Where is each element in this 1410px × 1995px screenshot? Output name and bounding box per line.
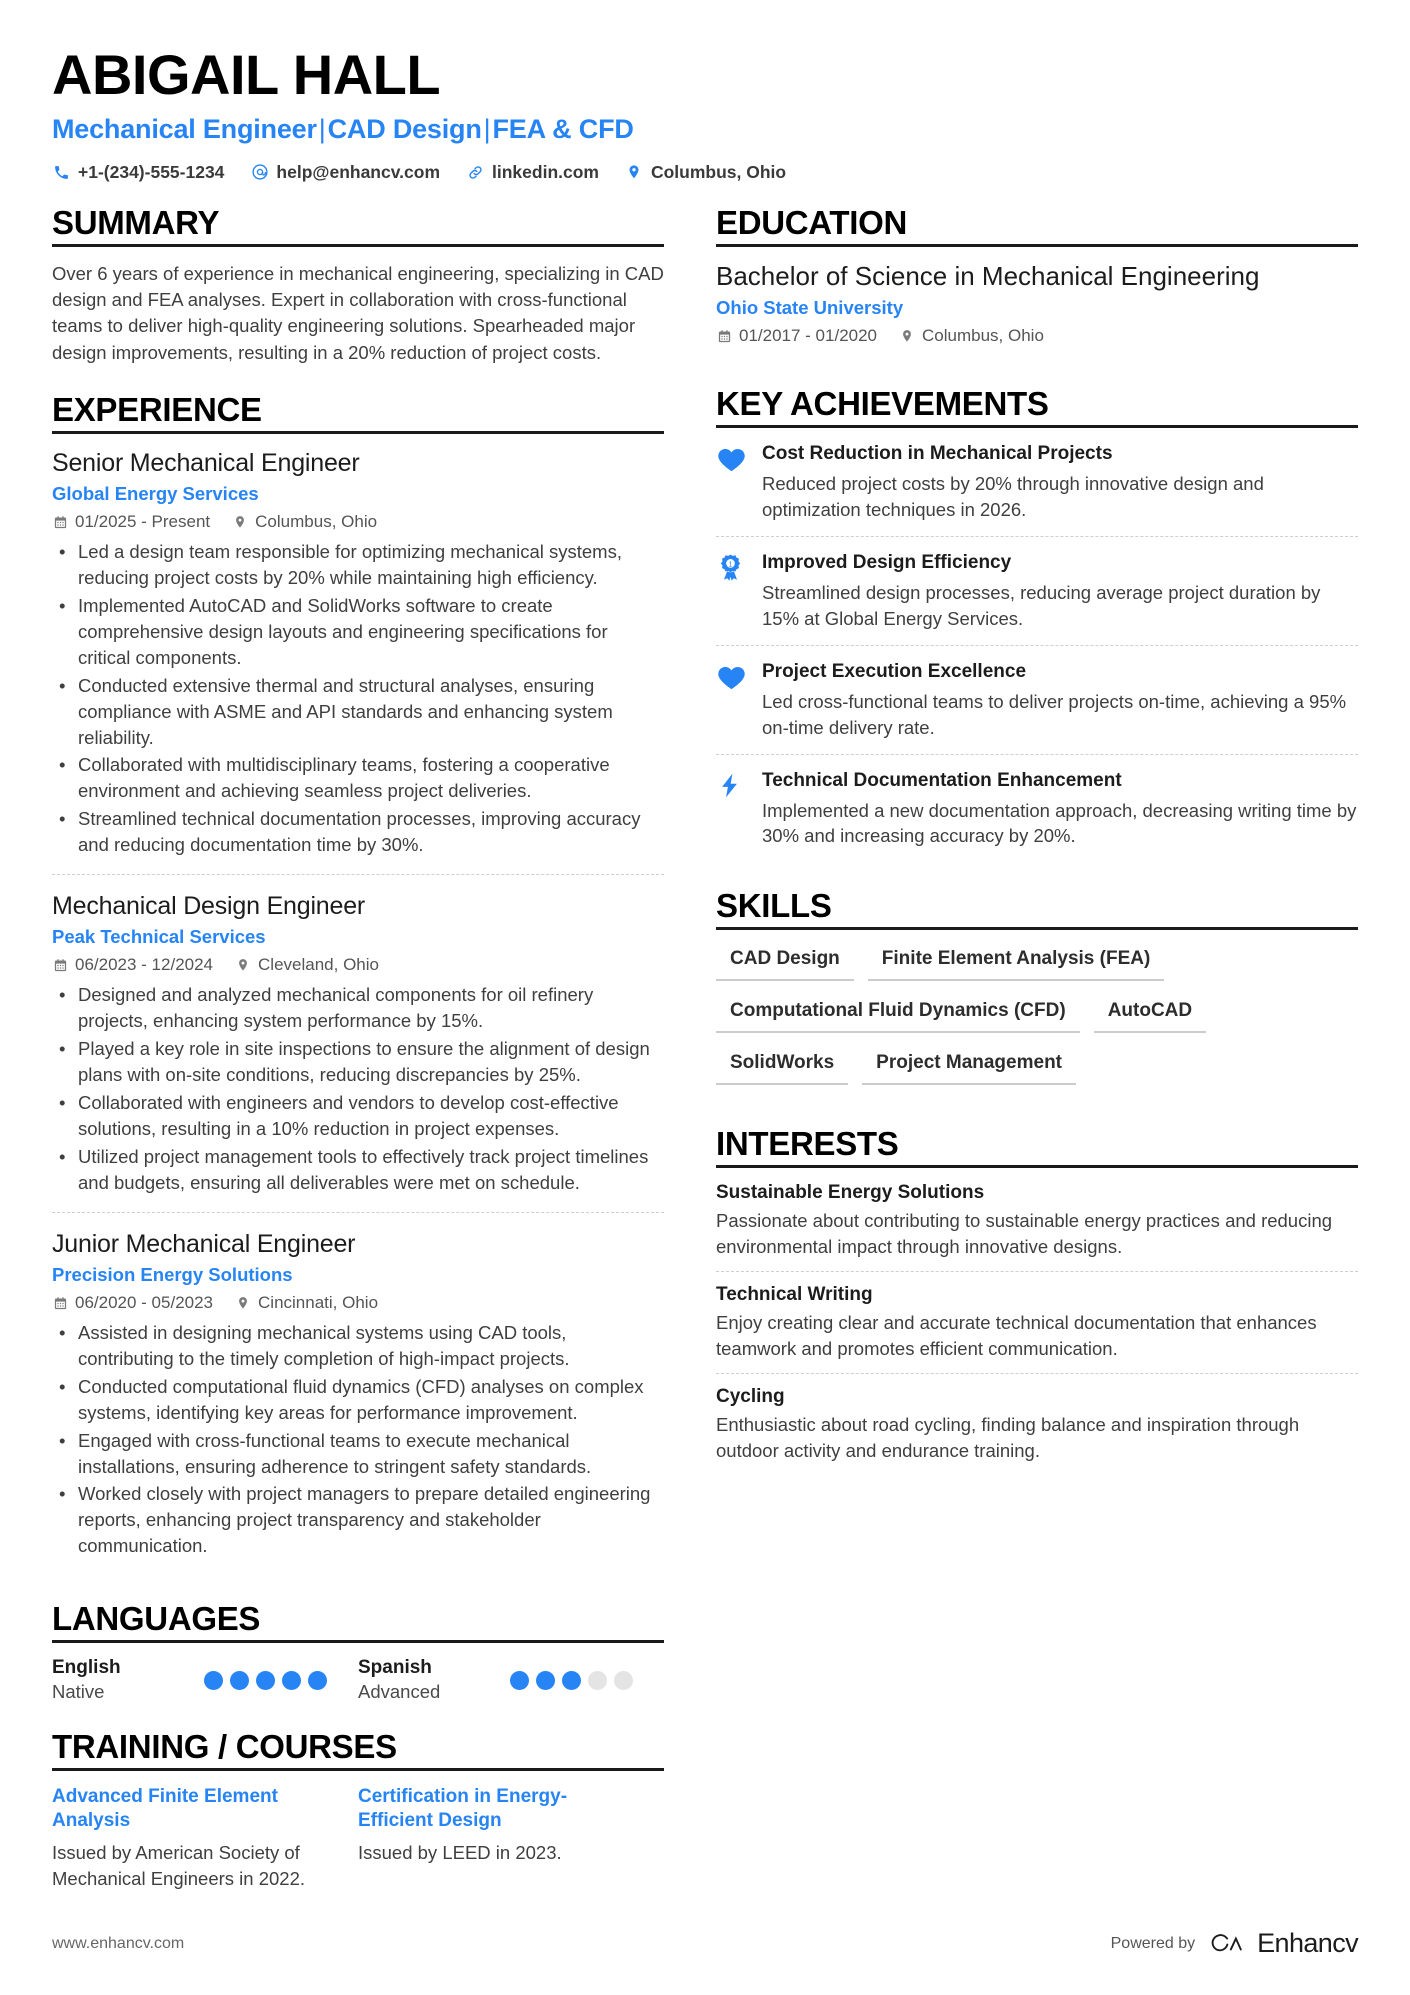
right-column xyxy=(716,205,1358,1501)
experience-entry xyxy=(52,1212,664,1576)
interest-item xyxy=(716,1271,1358,1373)
interest-description: Passionate about contributing to sustainable energy practices and reducing environmental impact through innovative designs. xyxy=(716,1210,1333,1258)
interest-description: Enthusiastic about road cycling, finding balance and inspiration through outdoor activity and endurance training. xyxy=(716,1413,1300,1461)
achievement-body xyxy=(762,660,1358,741)
training-heading: TRAINING / COURSES xyxy=(52,1728,397,1766)
education-location-text: Columbus, Ohio xyxy=(922,326,1044,346)
skill-tag: Finite Element Analysis (FEA) xyxy=(868,944,1165,981)
language-name: Spanish xyxy=(358,1657,432,1679)
job-bullet: • Engaged with cross-functional teams to execute mechanical installations, ensuring adherence to stringent safety standards. xyxy=(74,1428,664,1480)
job-bullet: • Assisted in designing mechanical systems using CAD tools, contributing to the timely completion of high-impact projects. xyxy=(74,1320,664,1372)
experience-entry xyxy=(52,874,664,1212)
section-summary xyxy=(52,205,664,366)
job-bullet: • Led a design team responsible for optimizing mechanical systems, reducing project costs by 20% while maintaining high efficiency. xyxy=(74,539,664,591)
achievement-title: Project Execution Excellence xyxy=(762,660,1027,682)
job-location-text: Columbus, Ohio xyxy=(255,512,378,532)
headline-part-3: FEA & CFD xyxy=(492,113,634,144)
interest-description: Enjoy creating clear and accurate technical documentation that enhances teamwork and promotes efficient communication. xyxy=(716,1311,1317,1359)
award-icon xyxy=(716,551,762,582)
svg-text:1: 1 xyxy=(728,559,733,569)
rating-dot xyxy=(230,1671,249,1690)
job-title: Mechanical Design Engineer xyxy=(52,891,366,920)
powered-by-label: Powered by xyxy=(1110,1934,1196,1952)
job-location xyxy=(232,512,377,532)
job-bullets xyxy=(52,1320,664,1559)
rating-dot xyxy=(562,1671,581,1690)
language-level: Advanced xyxy=(358,1681,441,1703)
achievement-item xyxy=(716,754,1358,863)
achievement-body xyxy=(762,551,1358,632)
calendar-icon xyxy=(52,957,68,973)
job-dates-text: 06/2020 - 05/2023 xyxy=(75,1293,214,1313)
job-bullet: • Conducted computational fluid dynamics (CFD) analyses on complex systems, identifying key areas for performance improvement. xyxy=(74,1374,664,1426)
job-company[interactable]: Precision Energy Solutions xyxy=(52,1264,293,1286)
education-location xyxy=(899,326,1044,346)
rating-dot xyxy=(536,1671,555,1690)
job-dates xyxy=(52,512,210,532)
achievements-heading: KEY ACHIEVEMENTS xyxy=(716,385,1049,423)
location-icon xyxy=(232,514,248,530)
job-bullet: • Collaborated with engineers and vendors to develop cost-effective solutions, resulting in a 10% reduction in project expenses. xyxy=(74,1090,664,1142)
education-degree: Bachelor of Science in Mechanical Engineering xyxy=(716,260,1260,291)
achievement-item xyxy=(716,536,1358,645)
language-name: English xyxy=(52,1657,121,1679)
rating-dot xyxy=(588,1671,607,1690)
location-icon xyxy=(625,163,644,182)
page-footer xyxy=(52,1928,1358,1959)
contact-item-phone[interactable] xyxy=(52,162,224,183)
achievement-body xyxy=(762,442,1358,523)
section-training xyxy=(52,1729,664,1891)
candidate-headline xyxy=(52,114,1358,145)
course-item xyxy=(358,1785,664,1891)
rating-dot xyxy=(510,1671,529,1690)
headline-part-1: Mechanical Engineer xyxy=(52,113,317,144)
achievement-description: Reduced project costs by 20% through innovative design and optimization techniques in 2026. xyxy=(762,473,1264,521)
job-location xyxy=(235,1293,378,1313)
calendar-icon xyxy=(52,1295,68,1311)
rating-dot xyxy=(308,1671,327,1690)
job-bullet: • Conducted extensive thermal and structural analyses, ensuring compliance with ASME and API standards and enhancing system reliability. xyxy=(74,673,664,751)
education-meta xyxy=(716,326,1358,346)
languages-rule xyxy=(52,1640,664,1643)
candidate-name: ABIGAIL HALL xyxy=(52,43,441,106)
contact-item-linkedin[interactable] xyxy=(466,162,599,183)
job-location xyxy=(235,955,379,975)
job-dates-text: 01/2025 - Present xyxy=(75,512,211,532)
course-item xyxy=(52,1785,358,1891)
job-bullet: • Collaborated with multidisciplinary teams, fostering a cooperative environment and achieving seamless project deliveries. xyxy=(74,752,664,804)
skills-heading: SKILLS xyxy=(716,887,832,925)
job-bullet: • Worked closely with project managers to prepare detailed engineering reports, enhancing project transparency and stakeholder communication. xyxy=(74,1481,664,1559)
section-skills xyxy=(716,888,1358,1100)
language-item xyxy=(52,1657,358,1703)
summary-text: Over 6 years of experience in mechanical engineering, specializing in CAD design and FEA analyses. Expert in collaboration with cross-functional teams to deliver high-quality engineering solutions. Spearheaded major design improvements, resulting in a 20% reduction of project costs. xyxy=(52,262,664,363)
job-dates xyxy=(52,1293,213,1313)
skills-rule xyxy=(716,927,1358,930)
interest-item xyxy=(716,1182,1358,1271)
skill-tag: Computational Fluid Dynamics (CFD) xyxy=(716,996,1080,1033)
email-icon xyxy=(250,163,269,182)
section-education xyxy=(716,205,1358,361)
job-company[interactable]: Peak Technical Services xyxy=(52,926,266,948)
job-meta xyxy=(52,512,664,532)
summary-heading: SUMMARY xyxy=(52,203,220,241)
education-rule xyxy=(716,244,1358,247)
phone-icon xyxy=(52,163,71,182)
skill-tag: AutoCAD xyxy=(1094,996,1206,1033)
achievement-description: Led cross-functional teams to deliver projects on-time, achieving a 95% on-time delivery rate. xyxy=(762,690,1347,738)
interest-title: Cycling xyxy=(716,1385,785,1407)
skills-list xyxy=(716,944,1358,1100)
rating-dot xyxy=(204,1671,223,1690)
interests-rule xyxy=(716,1165,1358,1168)
contact-phone-text: +1-(234)-555-1234 xyxy=(78,161,225,182)
location-icon xyxy=(235,957,251,973)
resume-header xyxy=(52,43,1358,183)
heart-icon xyxy=(716,442,762,475)
location-icon xyxy=(899,328,915,344)
achievements-rule xyxy=(716,425,1358,428)
course-title[interactable]: Advanced Finite Element Analysis xyxy=(52,1786,278,1832)
contact-item-location[interactable] xyxy=(625,162,786,183)
education-school[interactable]: Ohio State University xyxy=(716,297,904,319)
education-heading: EDUCATION xyxy=(716,203,908,241)
achievement-title: Improved Design Efficiency xyxy=(762,552,1012,574)
skill-tag: CAD Design xyxy=(716,944,854,981)
experience-entry xyxy=(52,448,664,874)
headline-separator-1: | xyxy=(318,113,326,144)
footer-website[interactable]: www.enhancv.com xyxy=(52,1934,185,1952)
section-languages xyxy=(52,1601,664,1703)
enhancv-logo-icon xyxy=(1209,1928,1358,1959)
achievement-body xyxy=(762,769,1358,850)
left-column xyxy=(52,205,664,1918)
contact-linkedin-text: linkedin.com xyxy=(492,161,599,182)
location-icon xyxy=(235,1295,251,1311)
section-experience xyxy=(52,392,664,1575)
training-list xyxy=(52,1785,664,1891)
achievement-description: Streamlined design processes, reducing average project duration by 15% at Global Energy Services. xyxy=(762,582,1321,629)
contact-email-text: help@enhancv.com xyxy=(276,161,441,182)
languages-heading: LANGUAGES xyxy=(52,1600,261,1638)
interests-heading: INTERESTS xyxy=(716,1125,899,1163)
interest-title: Sustainable Energy Solutions xyxy=(716,1182,985,1204)
headline-separator-2: | xyxy=(483,113,491,144)
training-rule xyxy=(52,1768,664,1771)
job-meta xyxy=(52,1293,664,1313)
education-dates-text: 01/2017 - 01/2020 xyxy=(739,326,878,346)
job-location-text: Cleveland, Ohio xyxy=(258,955,379,975)
job-dates xyxy=(52,955,213,975)
language-labels xyxy=(52,1657,121,1703)
job-title: Senior Mechanical Engineer xyxy=(52,448,360,477)
experience-rule xyxy=(52,431,664,434)
achievement-title: Cost Reduction in Mechanical Projects xyxy=(762,443,1113,465)
link-icon xyxy=(466,163,485,182)
contact-bar xyxy=(52,162,1358,183)
interest-title: Technical Writing xyxy=(716,1283,873,1305)
rating-dot xyxy=(614,1671,633,1690)
job-bullet: • Played a key role in site inspections to ensure the alignment of design plans with on-site conditions, reducing discrepancies by 25%. xyxy=(74,1036,664,1088)
rating-dot xyxy=(282,1671,301,1690)
achievement-title: Technical Documentation Enhancement xyxy=(762,769,1122,791)
language-rating xyxy=(510,1657,640,1690)
languages-list xyxy=(52,1657,664,1703)
calendar-icon xyxy=(52,514,68,530)
achievement-description: Implemented a new documentation approach, decreasing writing time by 30% and increasing accuracy by 20%. xyxy=(762,799,1357,847)
language-rating xyxy=(204,1657,334,1690)
language-level: Native xyxy=(52,1681,105,1703)
job-title: Junior Mechanical Engineer xyxy=(52,1229,356,1258)
bolt-icon xyxy=(716,769,762,800)
headline-part-2: CAD Design xyxy=(327,113,482,144)
section-interests xyxy=(716,1126,1358,1474)
education-entry xyxy=(716,261,1358,361)
job-bullet: • Utilized project management tools to effectively track project timelines and budgets, ensuring all deliverables were met on schedule. xyxy=(74,1144,664,1196)
job-meta xyxy=(52,955,664,975)
job-dates-text: 06/2023 - 12/2024 xyxy=(75,955,214,975)
course-description: Issued by American Society of Mechanical Engineers in 2022. xyxy=(52,1841,305,1889)
course-title[interactable]: Certification in Energy-Efficient Design xyxy=(358,1786,568,1832)
contact-item-email[interactable] xyxy=(250,162,440,183)
experience-heading: EXPERIENCE xyxy=(52,390,262,428)
job-bullet: • Implemented AutoCAD and SolidWorks software to create comprehensive design layouts and engineering specifications for critical components. xyxy=(74,593,664,671)
job-company[interactable]: Global Energy Services xyxy=(52,483,259,505)
rating-dot xyxy=(256,1671,275,1690)
education-dates xyxy=(716,326,877,346)
enhancv-wordmark: Enhancv xyxy=(1257,1928,1358,1958)
contact-location-text: Columbus, Ohio xyxy=(650,161,787,182)
job-bullets xyxy=(52,982,664,1195)
resume-body xyxy=(52,205,1358,1918)
job-bullet: • Streamlined technical documentation processes, improving accuracy and reducing documentation time by 30%. xyxy=(74,806,664,858)
course-description: Issued by LEED in 2023. xyxy=(358,1841,562,1863)
calendar-icon xyxy=(716,328,732,344)
skill-tag: Project Management xyxy=(862,1048,1076,1085)
language-labels xyxy=(358,1657,440,1703)
summary-rule xyxy=(52,244,664,247)
achievement-item xyxy=(716,442,1358,536)
section-key-achievements xyxy=(716,386,1358,862)
achievement-item xyxy=(716,645,1358,754)
job-location-text: Cincinnati, Ohio xyxy=(258,1293,379,1313)
job-bullets xyxy=(52,539,664,858)
footer-brand xyxy=(1111,1928,1358,1959)
skill-tag: SolidWorks xyxy=(716,1048,848,1085)
job-bullet: • Designed and analyzed mechanical components for oil refinery projects, enhancing system performance by 15%. xyxy=(74,982,664,1034)
language-item xyxy=(358,1657,664,1703)
heart-icon xyxy=(716,660,762,693)
interest-item xyxy=(716,1373,1358,1475)
